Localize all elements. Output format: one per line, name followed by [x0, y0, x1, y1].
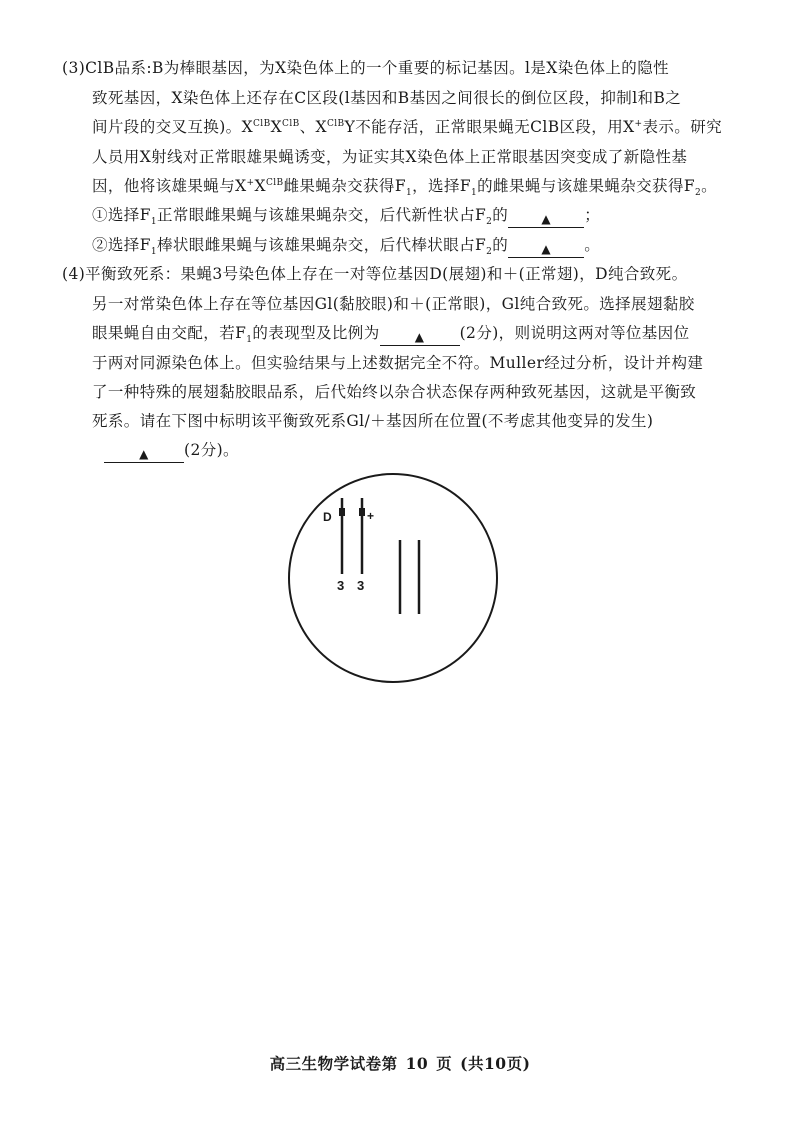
q4-line-5: 了一种特殊的展翅黏胶眼品系，后代始终以杂合状态保存两种致死基因，这就是平衡致: [92, 383, 697, 401]
answer-blank-q3-1[interactable]: ▲: [508, 211, 584, 228]
genotype-xclb-xclb: $X^{ClB}X^{ClB}$: [241, 118, 300, 136]
cell-circle: [289, 474, 497, 682]
q4-line-6: 死系。请在下图中标明该平衡致死系Gl/＋基因所在位置(不考虑其他变异的发生): [92, 412, 654, 430]
label-d: D: [323, 510, 332, 524]
gene-locus-plus: [359, 508, 365, 516]
footer-total: (共10页): [460, 1054, 531, 1073]
q4-line-1: (4)平衡致死系：果蝇3号染色体上存在一对等位基因D(展翅)和＋(正常翅)，D纯合致死。: [62, 265, 688, 283]
footer-unit: 页: [436, 1054, 453, 1073]
answer-blank-q3-2[interactable]: ▲: [508, 241, 584, 258]
footer-page: 10: [405, 1054, 429, 1073]
footer-title: 高三生物学试卷第: [269, 1054, 398, 1073]
q4-line-2: 另一对常染色体上存在等位基因Gl(黏胶眼)和＋(正常眼)，Gl纯合致死。选择展翅黏胶: [92, 295, 695, 313]
q3-item-2: ②选择$F_1$棒状眼雌果蝇与该雄果蝇杂交，后代棒状眼占$F_2$的 ▲ 。: [92, 236, 601, 258]
page-footer: [0, 1052, 800, 1074]
q3-line-6: 因，他将该雄果蝇与$X^+X^{ClB}$雌果蝇杂交获得$F_1$，选择$F_1$的雌果蝇与该雄果蝇杂交获得$F_2$。: [92, 177, 718, 199]
answer-blank-q4-1[interactable]: ▲: [380, 329, 460, 346]
chromosome-diagram: [285, 468, 505, 688]
q3-line-2: [92, 88, 681, 108]
q3-text-3: 间片段的交叉互换)。: [92, 118, 242, 136]
q3-line-5: 人员用X射线对正常眼雄果蝇诱变，为证实其X染色体上正常眼基因突变成了新隐性基: [92, 148, 688, 166]
q3-line-1: [62, 58, 669, 78]
q3-line-3: 间片段的交叉互换)。$X^{ClB}X^{ClB}$、$X^{ClB}Y$不能存活，正常眼果蝇无ClB区段，用X+表示。研究: [92, 118, 723, 136]
q3-item-1: ①选择$F_1$正常眼雌果蝇与该雄果蝇杂交，后代新性状占$F_2$的 ▲ ；: [92, 206, 601, 228]
gene-locus-d: [339, 508, 345, 516]
label-3-right: 3: [357, 578, 365, 593]
label-plus: +: [367, 509, 375, 523]
genotype-xclb-y: $X^{ClB}Y$: [315, 118, 356, 136]
label-3-left: 3: [337, 578, 345, 593]
q4-line-4: 于两对同源染色体上。但实验结果与上述数据完全不符。Muller经过分析，设计并构建: [92, 354, 704, 372]
q3-text-2: 致死基因，X染色体上还存在C区段(l基因和B基因之间很长的倒位区段，抑制l和B之: [92, 89, 682, 107]
q4-line-3: 眼果蝇自由交配，若$F_1$的表现型及比例为 ▲ (2分)，则说明这两对等位基因位: [92, 324, 690, 346]
q4-line-7: ▲ (2分)。: [104, 440, 239, 463]
answer-blank-q4-2[interactable]: ▲: [104, 446, 184, 463]
q3-text-1: (3)ClB品系:B为棒眼基因，为X染色体上的一个重要的标记基因。l是X染色体上的隐性: [62, 59, 670, 77]
